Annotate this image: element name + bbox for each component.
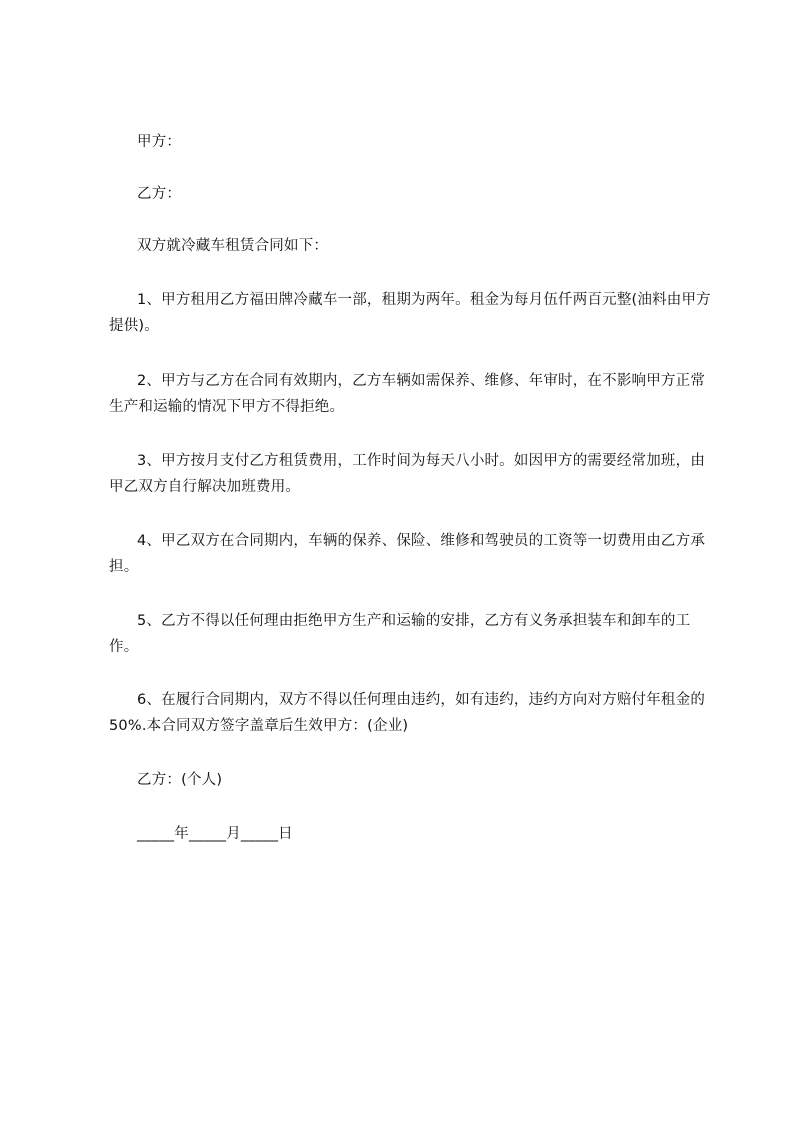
party-b-line: 乙方： [137,186,182,202]
clause-6: 6、在履行合同期内，双方不得以任何理由违约，如有违约，违约方向对方赔付年租金的50%.本合同双方签字盖章后生效甲方：(企业) [109,692,706,734]
clause-3: 3、甲方按月支付乙方租赁费用，工作时间为每天八小时。如因甲方的需要经常加班，由甲乙双方自行解决加班费用。 [109,453,706,495]
clause-2: 2、甲方与乙方在合同有效期内，乙方车辆如需保养、维修、年审时，在不影响甲方正常生产和运输的情况下甲方不得拒绝。 [109,373,706,415]
date-line: _____年_____月_____日 [137,826,293,842]
contract-intro: 双方就冷藏车租赁合同如下： [137,238,329,254]
clause-4: 4、甲乙双方在合同期内，车辆的保养、保险、维修和驾驶员的工资等一切费用由乙方承担。 [109,533,706,575]
clause-5: 5、乙方不得以任何理由拒绝甲方生产和运输的安排，乙方有义务承担装车和卸车的工作。 [109,613,691,655]
clause-1: 1、甲方租用乙方福田牌冷藏车一部，租期为两年。租金为每月伍仟两百元整(油料由甲方提供)。 [109,292,711,334]
signature-party-b: 乙方：(个人) [137,772,223,788]
party-a-line: 甲方： [137,134,182,150]
